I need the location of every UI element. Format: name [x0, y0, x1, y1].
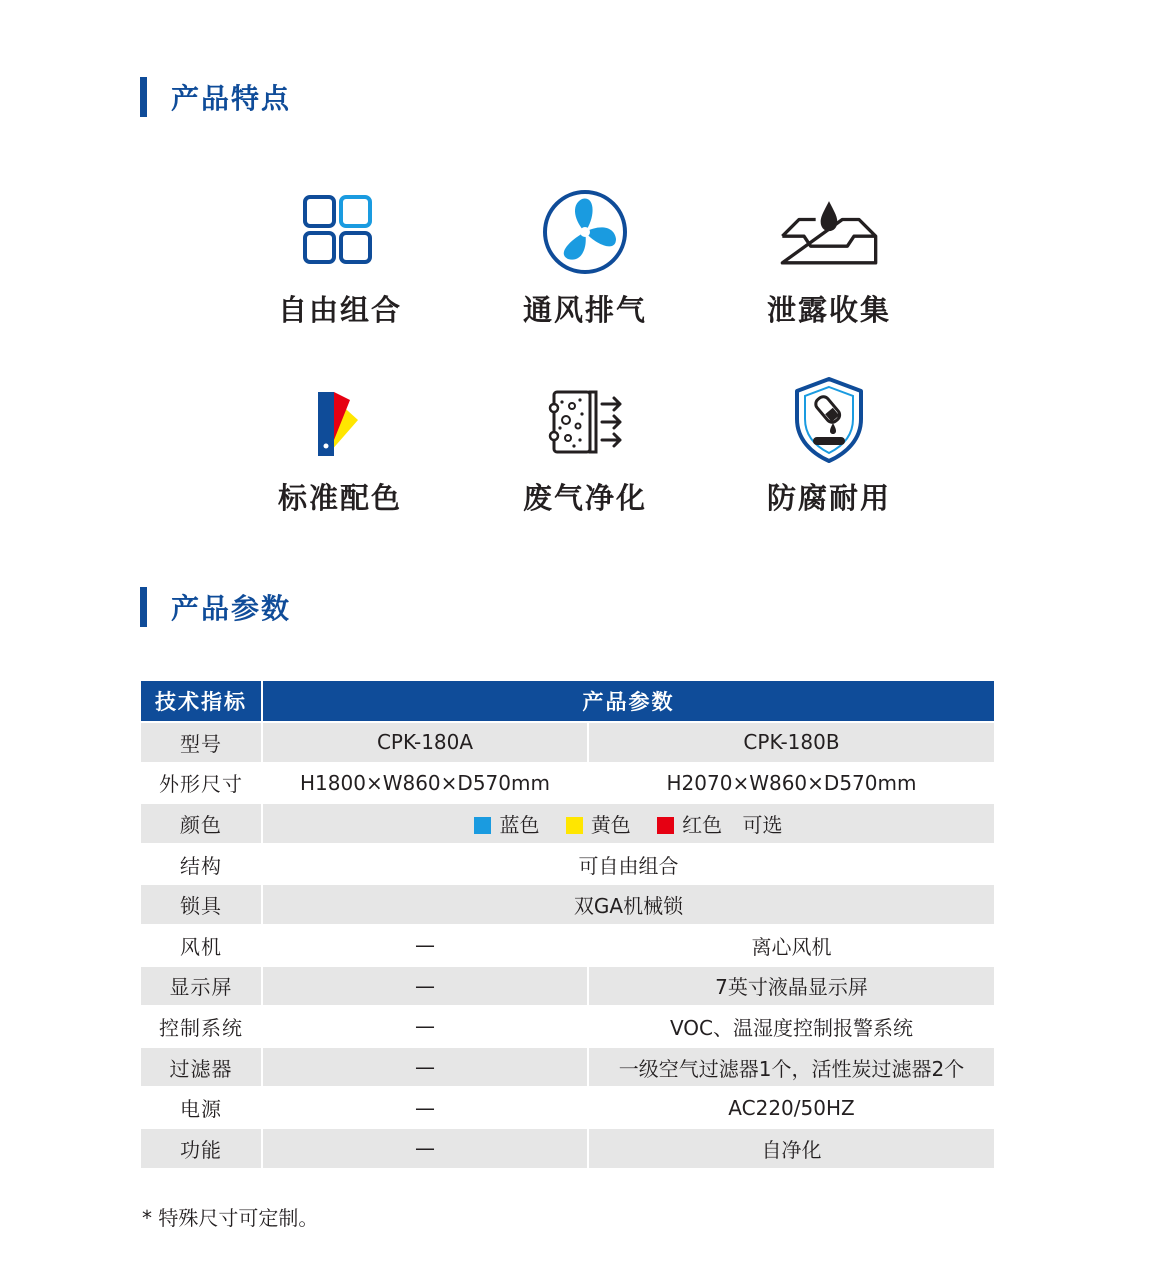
table-row-control	[140, 1006, 995, 1047]
cell-b: 一级空气过滤器1个，活性炭过滤器2个	[588, 1047, 995, 1088]
row-label: 显示屏	[140, 966, 262, 1007]
color-swatch	[474, 817, 491, 834]
table-row-lock	[140, 884, 995, 925]
params-title: 产品参数	[171, 592, 292, 625]
cell-a: —	[262, 1128, 588, 1169]
color-swatch	[657, 817, 674, 834]
features-section-title	[140, 77, 291, 117]
title-accent-bar	[140, 587, 147, 627]
shield-flask-icon	[779, 370, 879, 470]
fan-icon	[535, 182, 635, 282]
row-label: 功能	[140, 1128, 262, 1169]
feature-exhaust-purification	[495, 370, 675, 517]
params-section-title	[140, 587, 291, 627]
table-row-color	[140, 803, 995, 844]
table-row-filter	[140, 1047, 995, 1088]
cell-a: —	[262, 1006, 588, 1047]
color-option-blue: 蓝色	[474, 813, 539, 837]
row-label: 锁具	[140, 884, 262, 925]
feature-label: 标准配色	[277, 481, 402, 515]
header-product-params: 产品参数	[262, 680, 995, 722]
table-row-model	[140, 722, 995, 763]
feature-label: 防腐耐用	[766, 481, 891, 515]
feature-free-combination	[250, 182, 430, 329]
row-label: 风机	[140, 925, 262, 966]
color-swatch	[566, 817, 583, 834]
feature-ventilation	[495, 182, 675, 329]
cell-b: 自净化	[588, 1128, 995, 1169]
cell-b: 7英寸液晶显示屏	[588, 966, 995, 1007]
filter-icon	[535, 370, 635, 470]
row-label: 过滤器	[140, 1047, 262, 1088]
row-label: 外形尺寸	[140, 763, 262, 804]
table-header-row	[140, 680, 995, 722]
feature-standard-color	[250, 370, 430, 517]
table-row-size	[140, 763, 995, 804]
cell-a: —	[262, 925, 588, 966]
row-label: 结构	[140, 844, 262, 885]
row-label: 电源	[140, 1087, 262, 1128]
cell-a: —	[262, 966, 588, 1007]
cell-a: —	[262, 1047, 588, 1088]
cell-b: AC220/50HZ	[588, 1087, 995, 1128]
color-option-yellow: 黄色	[566, 813, 631, 837]
table-row-function	[140, 1128, 995, 1169]
row-label: 型号	[140, 722, 262, 763]
feature-label: 通风排气	[522, 293, 647, 327]
footnote: * 特殊尺寸可定制。	[142, 1206, 319, 1230]
row-label: 颜色	[140, 803, 262, 844]
color-suffix: 可选	[742, 812, 783, 837]
row-label: 控制系统	[140, 1006, 262, 1047]
cell-color-options	[262, 803, 995, 844]
cell-b: CPK-180B	[588, 722, 995, 763]
header-tech-index: 技术指标	[140, 680, 262, 722]
cell-value: 可自由组合	[262, 844, 995, 885]
cell-value: 双GA机械锁	[262, 884, 995, 925]
cell-a: CPK-180A	[262, 722, 588, 763]
table-row-fan	[140, 925, 995, 966]
feature-label: 自由组合	[277, 293, 402, 327]
drip-tray-icon	[779, 182, 879, 282]
table-row-display	[140, 966, 995, 1007]
cell-b: VOC、温湿度控制报警系统	[588, 1006, 995, 1047]
feature-leak-collection	[739, 182, 919, 329]
title-accent-bar	[140, 77, 147, 117]
table-row-power	[140, 1087, 995, 1128]
features-title: 产品特点	[171, 82, 292, 115]
color-option-red: 红色	[657, 813, 722, 837]
cell-b: 离心风机	[588, 925, 995, 966]
color-swatch-icon	[290, 370, 390, 470]
cell-a: —	[262, 1087, 588, 1128]
cell-a: H1800×W860×D570mm	[262, 763, 588, 804]
feature-label: 泄露收集	[766, 293, 891, 327]
feature-corrosion-resistant	[739, 370, 919, 517]
params-table	[139, 679, 996, 1170]
cell-b: H2070×W860×D570mm	[588, 763, 995, 804]
table-row-structure	[140, 844, 995, 885]
feature-label: 废气净化	[522, 481, 647, 515]
grid-icon	[290, 182, 390, 282]
